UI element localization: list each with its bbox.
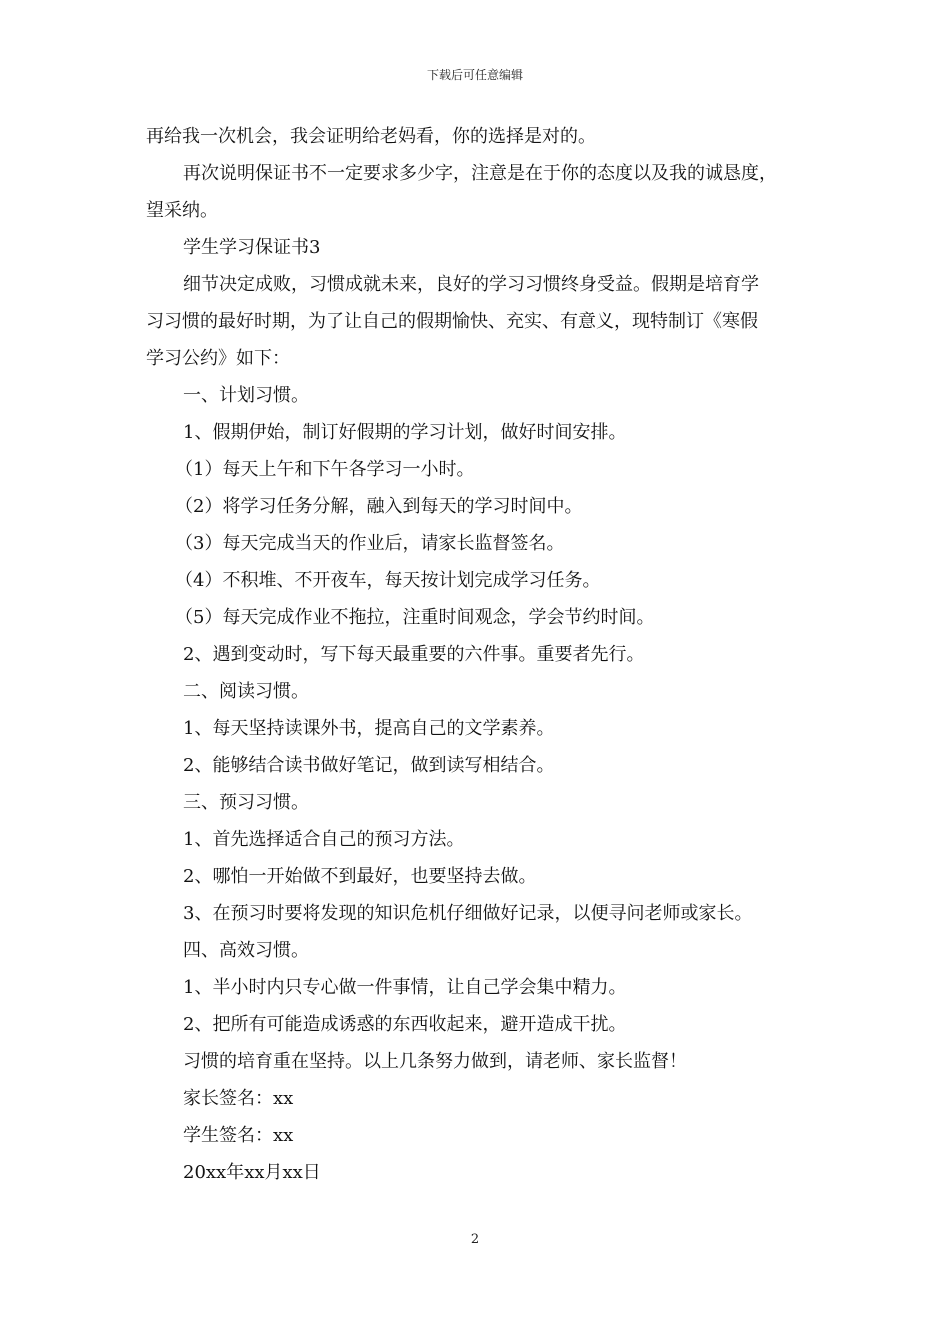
paragraph-line: 再次说明保证书不一定要求多少字，注意是在于你的态度以及我的诚恳度， bbox=[183, 163, 777, 184]
document-body bbox=[146, 118, 826, 1191]
paragraph-line: 习惯的培育重在坚持。以上几条努力做到，请老师、家长监督！ bbox=[183, 1051, 687, 1072]
date-line: 20xx年xx月xx日 bbox=[183, 1162, 321, 1183]
student-signature: 学生签名：xx bbox=[183, 1125, 294, 1146]
section-heading: 四、高效习惯。 bbox=[183, 940, 309, 961]
list-item: （1）每天上午和下午各学习一小时。 bbox=[175, 459, 475, 480]
list-item: （2）将学习任务分解，融入到每天的学习时间中。 bbox=[175, 496, 583, 517]
page-number: 2 bbox=[470, 1232, 480, 1247]
paragraph-line: 再给我一次机会，我会证明给老妈看，你的选择是对的。 bbox=[146, 126, 596, 147]
list-item: （3）每天完成当天的作业后，请家长监督签名。 bbox=[175, 533, 565, 554]
list-item: 2、能够结合读书做好笔记，做到读写相结合。 bbox=[183, 755, 555, 776]
section-heading: 二、阅读习惯。 bbox=[183, 681, 309, 702]
list-item: （4）不积堆、不开夜车，每天按计划完成学习任务。 bbox=[175, 570, 601, 591]
parent-signature: 家长签名：xx bbox=[183, 1088, 294, 1109]
list-item: （5）每天完成作业不拖拉，注重时间观念，学会节约时间。 bbox=[175, 607, 655, 628]
section-heading: 一、计划习惯。 bbox=[183, 385, 309, 406]
list-item: 1、假期伊始，制订好假期的学习计划，做好时间安排。 bbox=[183, 422, 627, 443]
paragraph-line: 学习公约》如下： bbox=[146, 348, 290, 369]
list-item: 1、首先选择适合自己的预习方法。 bbox=[183, 829, 465, 850]
paragraph-line: 习习惯的最好时期，为了让自己的假期愉快、充实、有意义，现特制订《寒假 bbox=[146, 311, 758, 332]
list-item: 1、每天坚持读课外书，提高自己的文学素养。 bbox=[183, 718, 555, 739]
list-item: 2、哪怕一开始做不到最好，也要坚持去做。 bbox=[183, 866, 537, 887]
list-item: 1、半小时内只专心做一件事情，让自己学会集中精力。 bbox=[183, 977, 627, 998]
page-header: 下载后可任意编辑 bbox=[426, 68, 523, 82]
list-item: 2、遇到变动时，写下每天最重要的六件事。重要者先行。 bbox=[183, 644, 645, 665]
list-item: 3、在预习时要将发现的知识危机仔细做好记录，以便寻问老师或家长。 bbox=[183, 903, 753, 924]
section-title: 学生学习保证书3 bbox=[183, 237, 321, 258]
section-heading: 三、预习习惯。 bbox=[183, 792, 309, 813]
list-item: 2、把所有可能造成诱惑的东西收起来，避开造成干扰。 bbox=[183, 1014, 627, 1035]
paragraph-line: 细节决定成败，习惯成就未来，良好的学习习惯终身受益。假期是培育学 bbox=[183, 274, 759, 295]
paragraph-line: 望采纳。 bbox=[146, 200, 218, 221]
